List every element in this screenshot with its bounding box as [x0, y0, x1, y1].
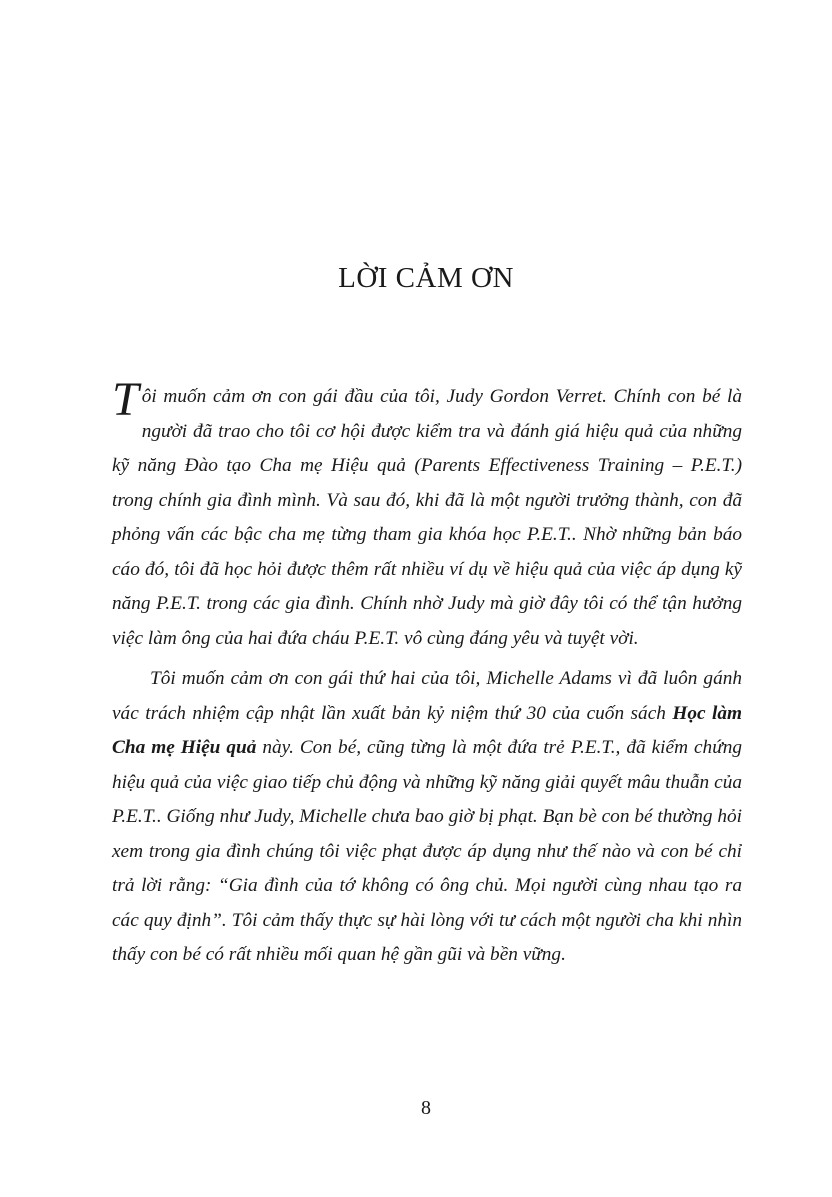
chapter-title: LỜI CẢM ƠN — [338, 262, 514, 294]
paragraph-2-text-end: này. Con bé, cũng từng là một đứa trẻ P.E.T., đã kiểm chứng hiệu quả của việc giao tiếp chủ động và những kỹ năng giải quyết mâu thuẫn của P.E.T.. Giống như Judy, Michelle chưa bao giờ bị phạt. Bạn bè con bé thường hỏi xem trong gia đình chúng tôi việc phạt được áp dụng như thế nào và con bé chỉ trả lời rằng: “Gia đình của tớ không có ông chủ. Mọi người cùng nhau tạo ra các quy định”. Tôi cảm thấy thực sự hài lòng với tư cách một người cha khi nhìn thấy con bé có rất nhiều mối quan hệ gần gũi và bền vững. — [112, 737, 742, 965]
paragraph-2 — [112, 662, 742, 973]
book-title-emphasis: Học làm Cha mẹ Hiệu quả — [112, 702, 743, 758]
paragraph-1-text: ôi muốn cảm ơn con gái đầu của tôi, Judy Gordon Verret. Chính con bé là người đã trao cho tôi cơ hội được kiểm tra và đánh giá hiệu quả của những kỹ năng Đào tạo Cha mẹ Hiệu quả (Parents Effectiveness Training – P.E.T.) trong chính gia đình mình. Và sau đó, khi đã là một người trưởng thành, con đã phỏng vấn các bậc cha mẹ từng tham gia khóa học P.E.T.. Nhờ những bản báo cáo đó, tôi đã học hỏi được thêm rất nhiều ví dụ về hiệu quả của việc áp dụng kỹ năng P.E.T. trong các gia đình. Chính nhờ Judy mà giờ đây tôi có thể tận hưởng việc làm ông của hai đứa cháu P.E.T. vô cùng đáng yêu và tuyệt vời. — [112, 386, 742, 649]
body-text — [112, 373, 743, 979]
paragraph-2-text-start: Tôi muốn cảm ơn con gái thứ hai của tôi, Michelle Adams vì đã luôn gánh vác trách nhiệm cập nhật lần xuất bản kỷ niệm thứ 30 của cuốn sách — [112, 668, 742, 724]
paragraph-1 — [112, 373, 742, 656]
page-number: 8 — [421, 1097, 431, 1119]
drop-cap: T — [112, 373, 139, 426]
